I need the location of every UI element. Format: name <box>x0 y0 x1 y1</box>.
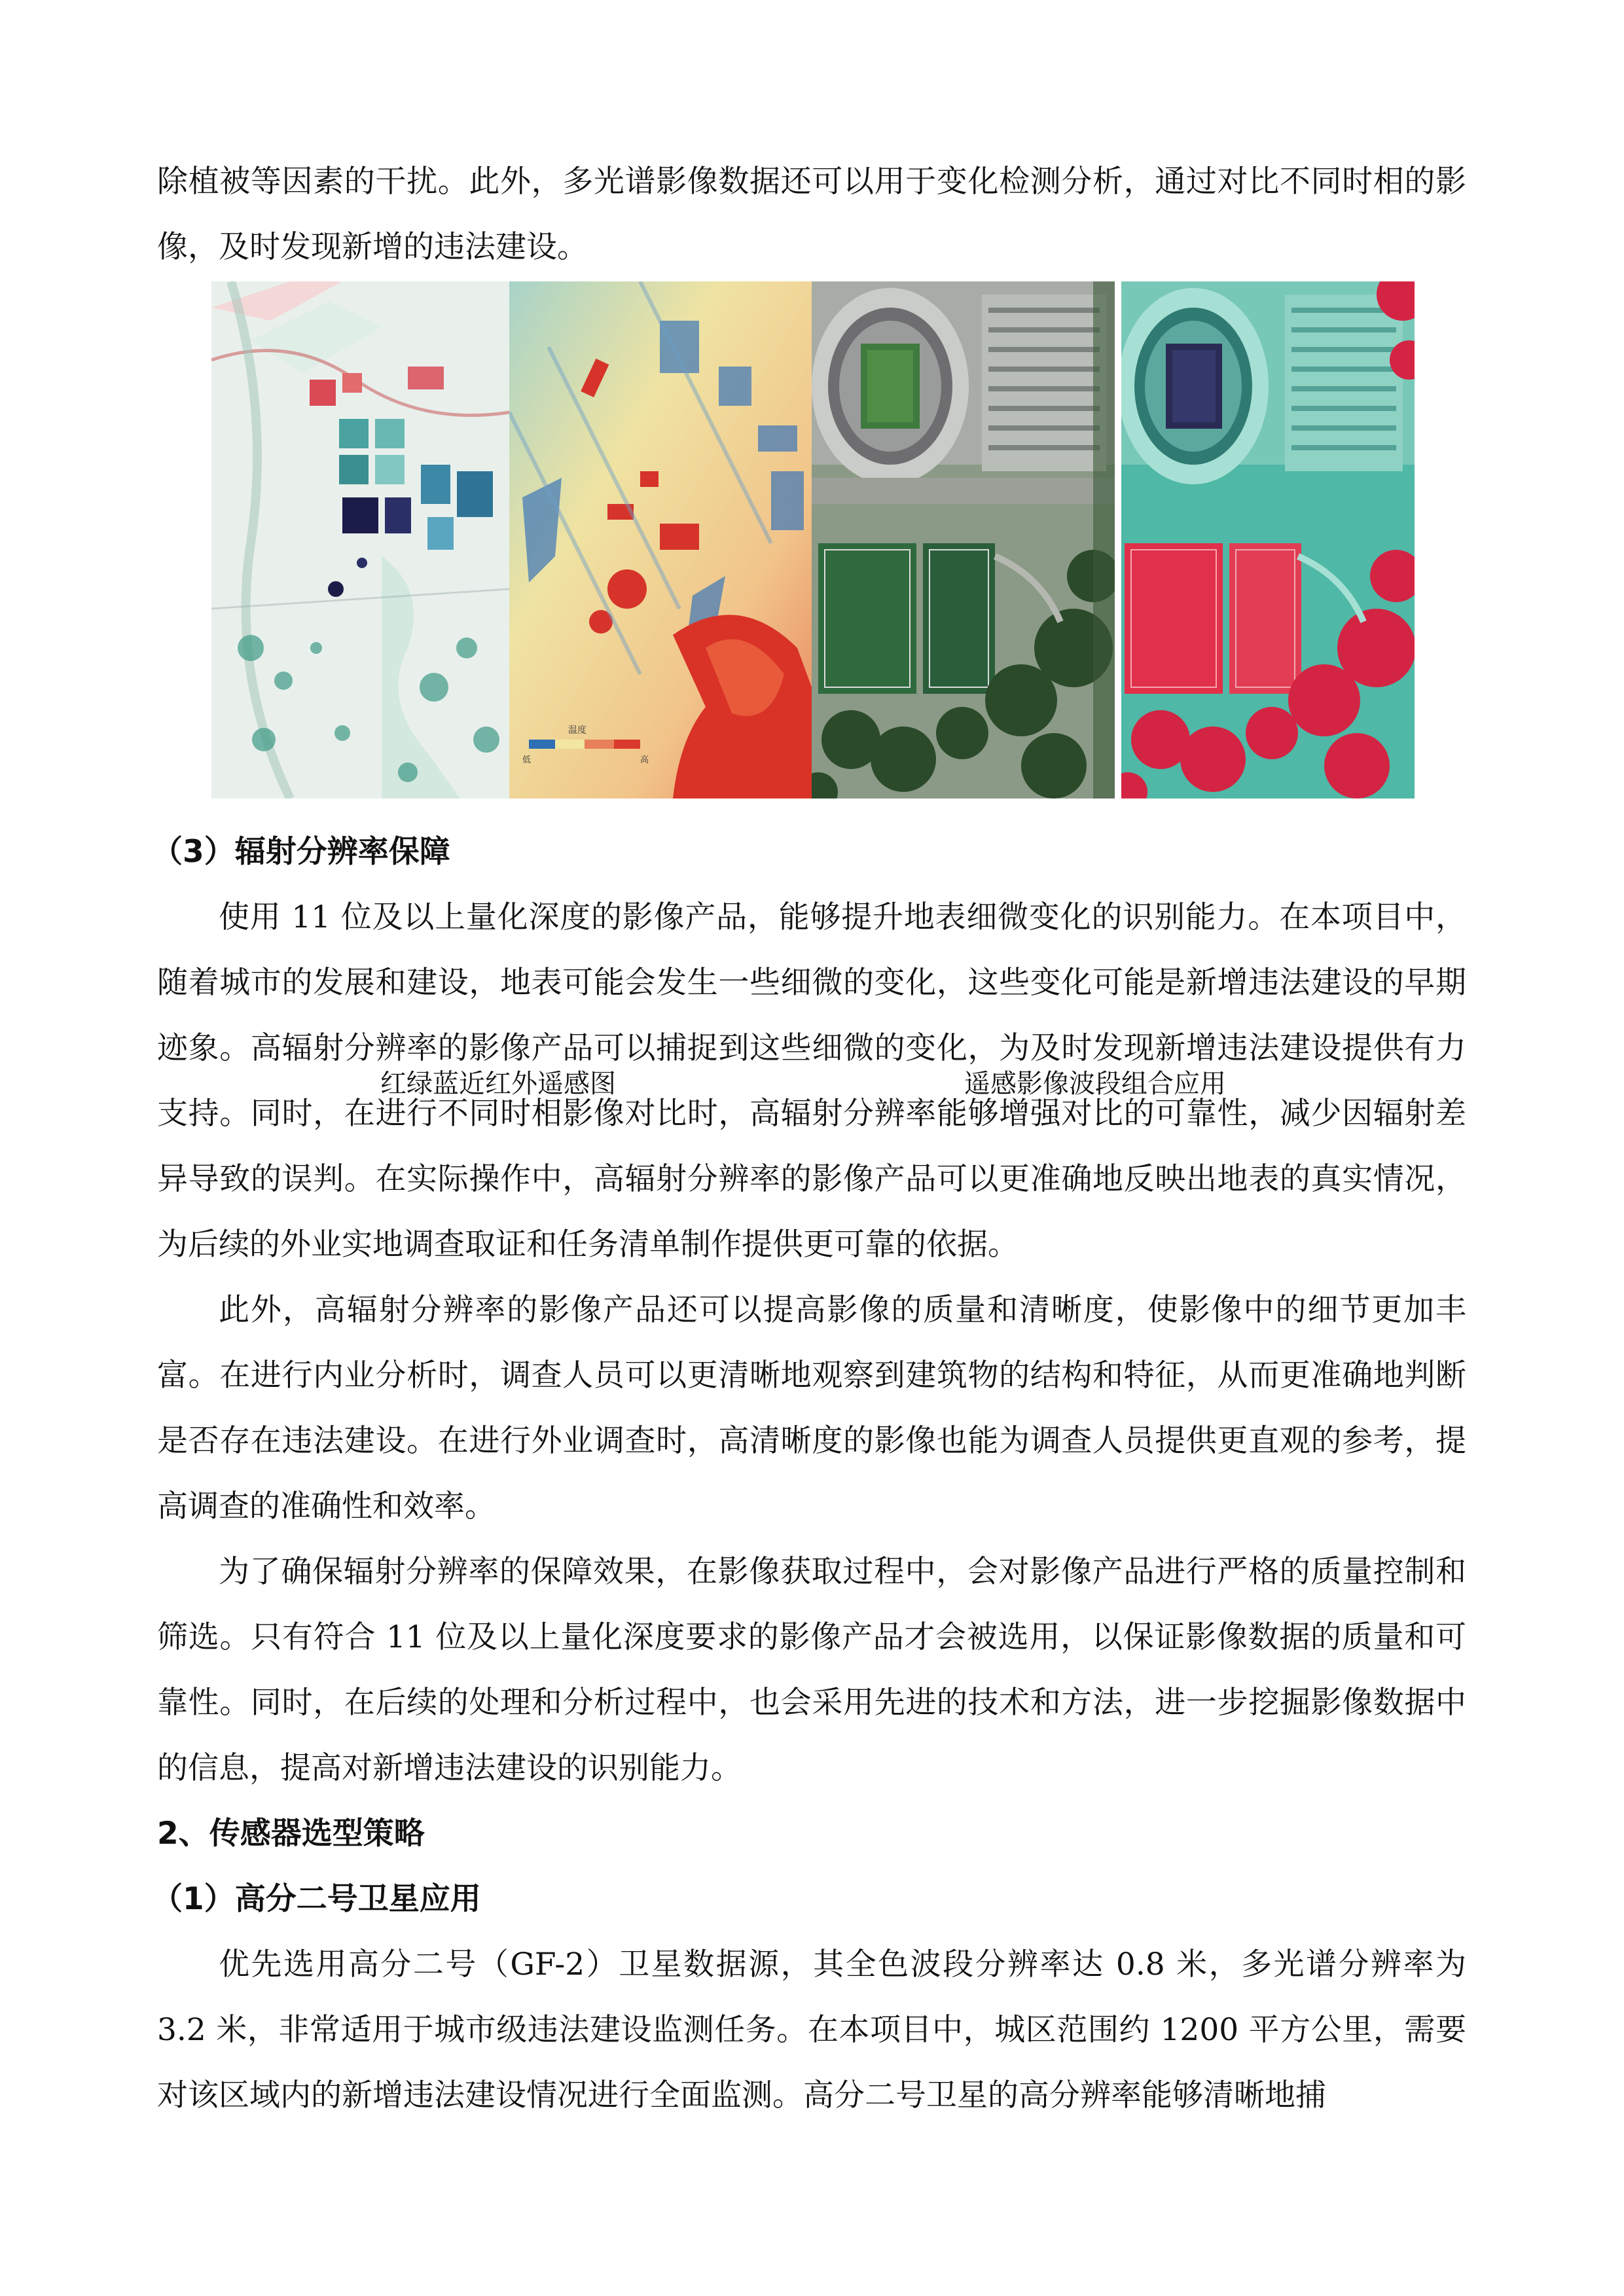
heading-sensor-selection: 2、传感器选型策略 <box>157 1816 425 1852</box>
thermal-image-panel <box>509 281 812 798</box>
paragraph-radiometric-1: 使用 11 位及以上量化深度的影像产品，能够提升地表细微变化的识别能力。在本项目中，随着城市的发展和建设，地表可能会发生一些细微的变化，这些变化可能是新增违法建设的早期迹象。高辐射分辨率的影像产品可以捕捉到这些细微的变化，为及时发现新增违法建设提供有力支持。同时，在进行不同时相影像对比时，高辐射分辨率能够增强对比的可靠性，减少因辐射差异导致的误判。在实际操作中，高辐射分辨率的影像产品可以更准确地反映出地表的真实情况，为后续的外业实地调查取证和任务清单制作提供更可靠的依据。 <box>157 899 1466 1263</box>
paragraph-radiometric-3: 为了确保辐射分辨率的保障效果，在影像获取过程中，会对影像产品进行严格的质量控制和筛选。只有符合 11 位及以上量化深度要求的影像产品才会被选用，以保证影像数据的质量和可靠性。同时，在后续的处理和分析过程中，也会采用先进的技术和方法，进一步挖掘影像数据中的信息，提高对新增违法建设的识别能力。 <box>157 1554 1466 1786</box>
true-color-stadium-image <box>812 281 1115 798</box>
rgb-nir-image <box>211 281 509 798</box>
caption-band-combination: 遥感影像波段组合应用 <box>964 1069 1226 1099</box>
true-color-stadium-panel <box>812 281 1115 798</box>
intro-paragraph: 除植被等因素的干扰。此外，多光谱影像数据还可以用于变化检测分析，通过对比不同时相的影像，及时发现新增的违法建设。 <box>157 164 1466 265</box>
thermal-image <box>509 281 812 798</box>
legend-high-label: 高 <box>640 755 649 765</box>
legend-title: 温度 <box>568 725 586 736</box>
caption-rgb-nir: 红绿蓝近红外遥感图 <box>380 1069 616 1099</box>
legend-low-label: 低 <box>522 755 532 765</box>
heading-radiometric-resolution: （3）辐射分辨率保障 <box>152 834 450 870</box>
paragraph-radiometric-2: 此外，高辐射分辨率的影像产品还可以提高影像的质量和清晰度，使影像中的细节更加丰富。在进行内业分析时，调查人员可以更清晰地观察到建筑物的结构和特征，从而更准确地判断是否存在违法建设。在进行外业调查时，高清晰度的影像也能为调查人员提供更直观的参考，提高调查的准确性和效率。 <box>157 1292 1466 1524</box>
false-color-stadium-panel <box>1121 281 1415 798</box>
rgb-nir-image-panel <box>211 281 509 798</box>
false-color-stadium-image <box>1121 281 1415 798</box>
heading-gf2-application: （1）高分二号卫星应用 <box>152 1881 481 1917</box>
paragraph-gf2: 优先选用高分二号（GF-2）卫星数据源，其全色波段分辨率达 0.8 米，多光谱分辨率为 3.2 米，非常适用于城市级违法建设监测任务。在本项目中，城区范围约 1200 平方公里，需要对该区域内的新增违法建设情况进行全面监测。高分二号卫星的高分辨率能够清晰地捕 <box>157 1946 1466 2113</box>
